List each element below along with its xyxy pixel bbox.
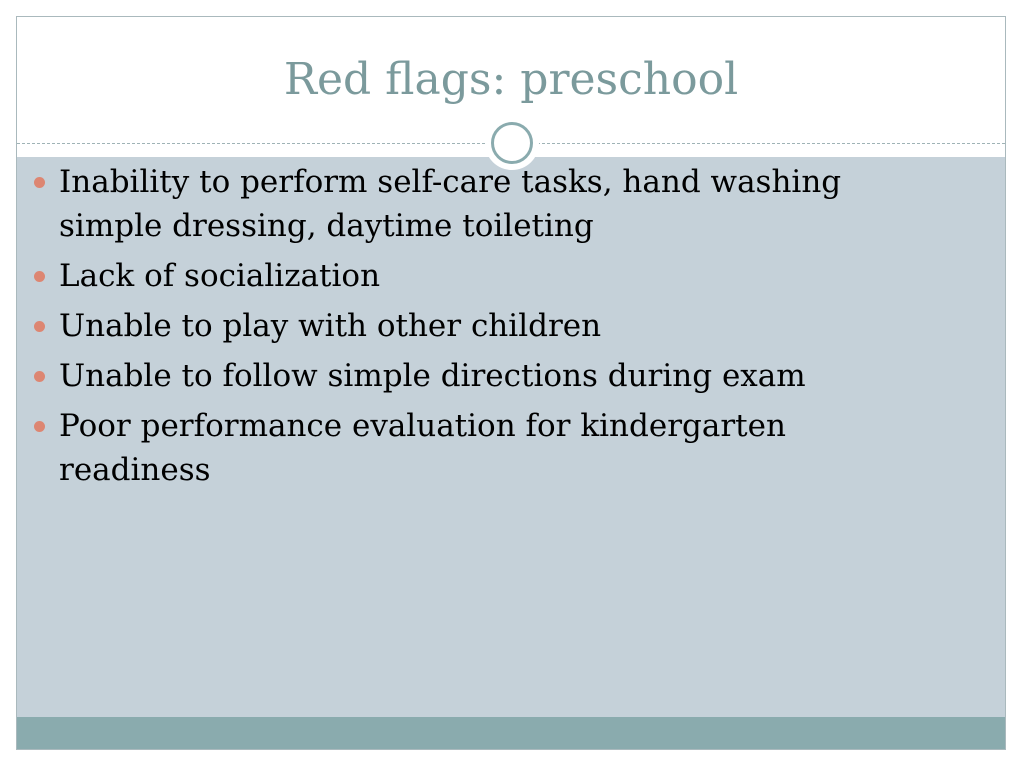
bullet-text: Unable to follow simple directions during exam [59,358,806,394]
bullet-text: Unable to play with other children [59,308,602,344]
bullet-dot-icon [34,421,45,432]
bullet-list [30,160,930,498]
circle-ornament-inner [491,122,533,164]
list-item [30,304,930,348]
bullet-dot-icon [34,177,45,188]
bullet-text: Poor performance evaluation for kindergarten readiness [59,408,786,488]
list-item [30,354,930,398]
list-item [30,160,930,248]
bullet-dot-icon [34,271,45,282]
slide-title: Red flags: preschool [283,54,739,105]
footer-band [17,717,1005,750]
bullet-dot-icon [34,321,45,332]
list-item [30,404,930,492]
list-item [30,254,930,298]
bullet-text: Lack of socialization [59,258,381,294]
bullet-text: Inability to perform self-care tasks, hand washing simple dressing, daytime toileting [59,164,842,244]
bullet-dot-icon [34,371,45,382]
